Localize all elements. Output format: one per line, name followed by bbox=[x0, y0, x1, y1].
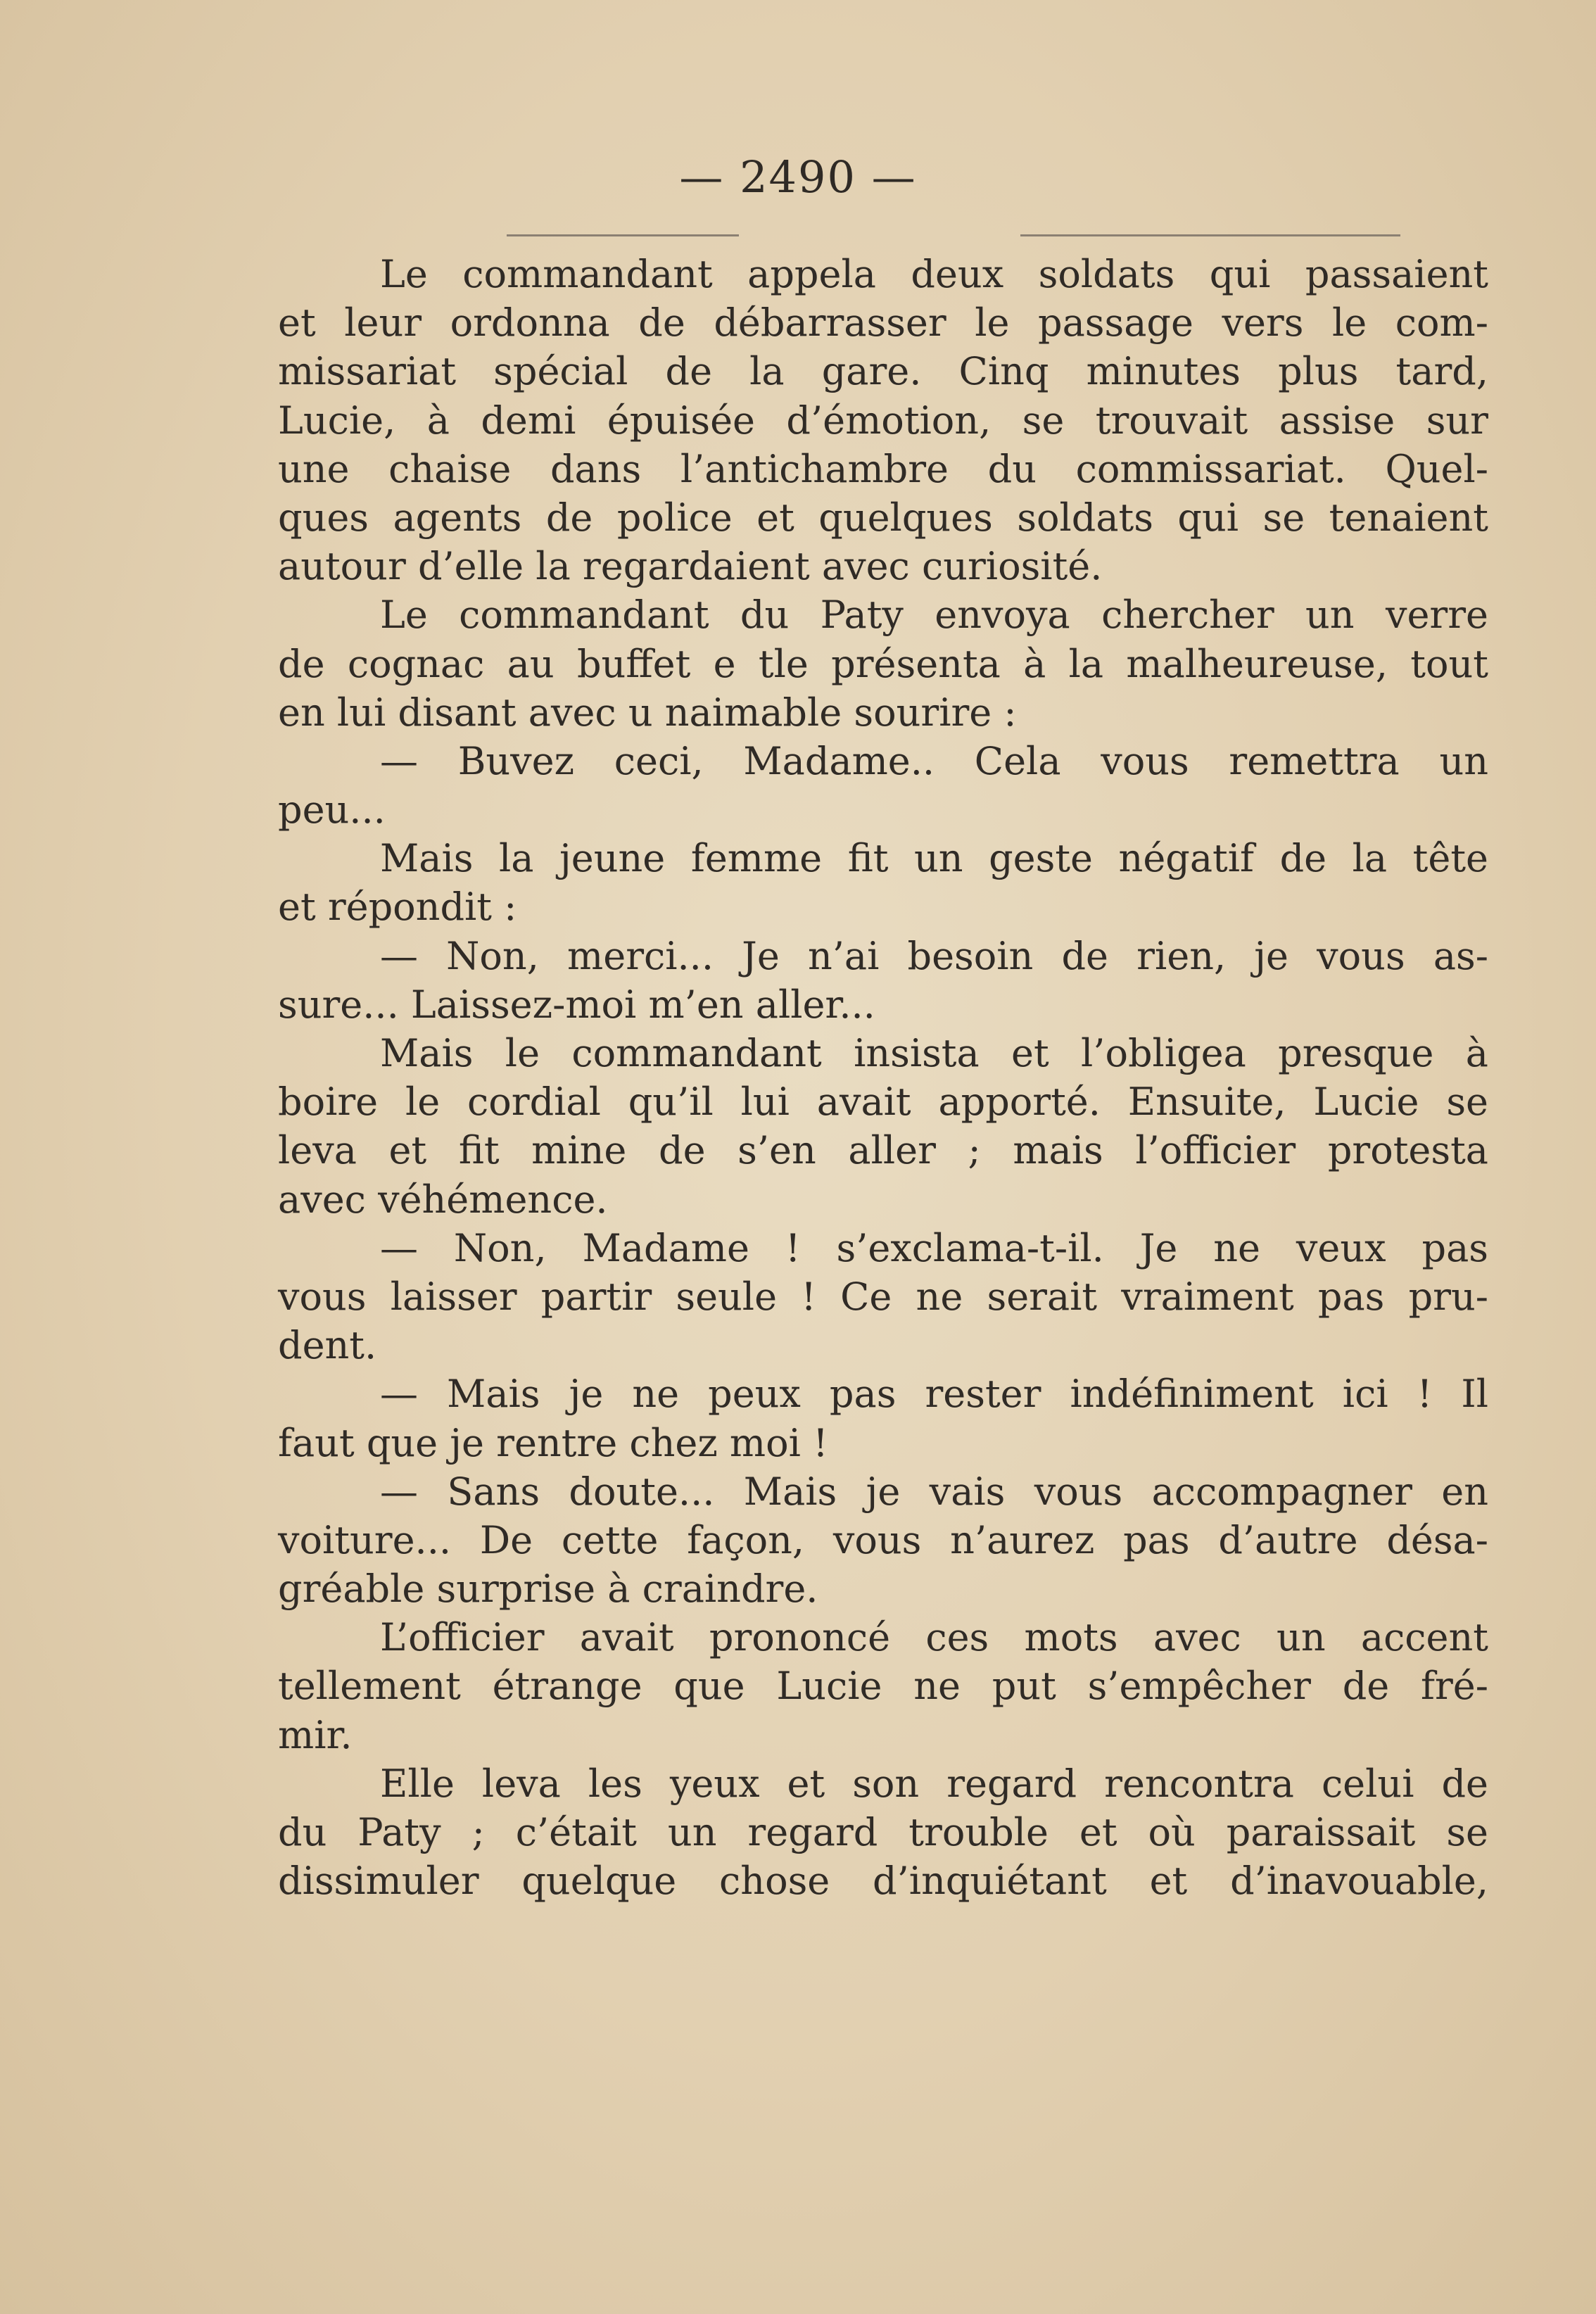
header-rule-right bbox=[1020, 234, 1400, 236]
text-line: voiture... De cette façon, vous n’aurez pas d’autre désa- bbox=[278, 1517, 1488, 1562]
text-line: ques agents de police et quelques soldats qui se tenaient bbox=[278, 495, 1488, 540]
text-line: mir. bbox=[278, 1712, 353, 1757]
text-line: autour d’elle la regardaient avec curiosité. bbox=[278, 544, 1103, 589]
text-line: Mais la jeune femme fit un geste négatif de la tête bbox=[380, 836, 1488, 881]
text-line: Le commandant du Paty envoya chercher un verre bbox=[380, 593, 1488, 638]
text-line: Mais le commandant insista et l’obligea presque à bbox=[380, 1031, 1488, 1075]
text-line: une chaise dans l’antichambre du commissariat. Quel- bbox=[278, 446, 1488, 491]
text-line: faut que je rentre chez moi ! bbox=[278, 1420, 828, 1465]
text-line: — Mais je ne peux pas rester indéfiniment ici ! Il bbox=[380, 1372, 1488, 1417]
text-line: boire le cordial qu’il lui avait apporté. Ensuite, Lucie se bbox=[278, 1080, 1488, 1125]
text-line: — Buvez ceci, Madame.. Cela vous remettra un bbox=[380, 738, 1488, 783]
text-line: du Paty ; c’était un regard trouble et où paraissait se bbox=[278, 1810, 1488, 1854]
page-number: — 2490 — bbox=[679, 151, 917, 203]
text-line: dent. bbox=[278, 1323, 377, 1368]
text-line: Lucie, à demi épuisée d’émotion, se trouvait assise sur bbox=[278, 398, 1488, 443]
text-line: L’officier avait prononcé ces mots avec un accent bbox=[380, 1615, 1488, 1660]
text-line: Elle leva les yeux et son regard rencontra celui de bbox=[380, 1761, 1488, 1806]
text-line: vous laisser partir seule ! Ce ne serait vraiment pas pru- bbox=[278, 1274, 1488, 1319]
text-line: en lui disant avec u naimable sourire : bbox=[278, 690, 1017, 735]
text-line: de cognac au buffet e tle présenta à la malheureuse, tout bbox=[278, 641, 1488, 686]
text-line: leva et fit mine de s’en aller ; mais l’officier protesta bbox=[278, 1128, 1488, 1173]
text-line: tellement étrange que Lucie ne put s’empêcher de fré- bbox=[278, 1664, 1488, 1709]
text-line: — Non, Madame ! s’exclama-t-il. Je ne veux pas bbox=[380, 1225, 1488, 1270]
text-line: — Non, merci... Je n’ai besoin de rien, je vous as- bbox=[380, 933, 1488, 978]
text-line: gréable surprise à craindre. bbox=[278, 1567, 818, 1612]
text-line: sure... Laissez-moi m’en aller... bbox=[278, 982, 875, 1027]
text-line: missariat spécial de la gare. Cinq minutes plus tard, bbox=[278, 349, 1488, 394]
text-line: peu... bbox=[278, 788, 386, 833]
text-line: et répondit : bbox=[278, 885, 517, 930]
text-line: dissimuler quelque chose d’inquiétant et d’inavouable, bbox=[278, 1859, 1488, 1904]
text-line: avec véhémence. bbox=[278, 1177, 608, 1222]
body-text bbox=[278, 250, 1488, 1905]
header-rule-left bbox=[507, 234, 739, 236]
text-line: et leur ordonna de débarrasser le passage vers le com- bbox=[278, 301, 1488, 346]
text-line: Le commandant appela deux soldats qui passaient bbox=[380, 252, 1488, 296]
text-line: — Sans doute... Mais je vais vous accompagner en bbox=[380, 1469, 1488, 1514]
